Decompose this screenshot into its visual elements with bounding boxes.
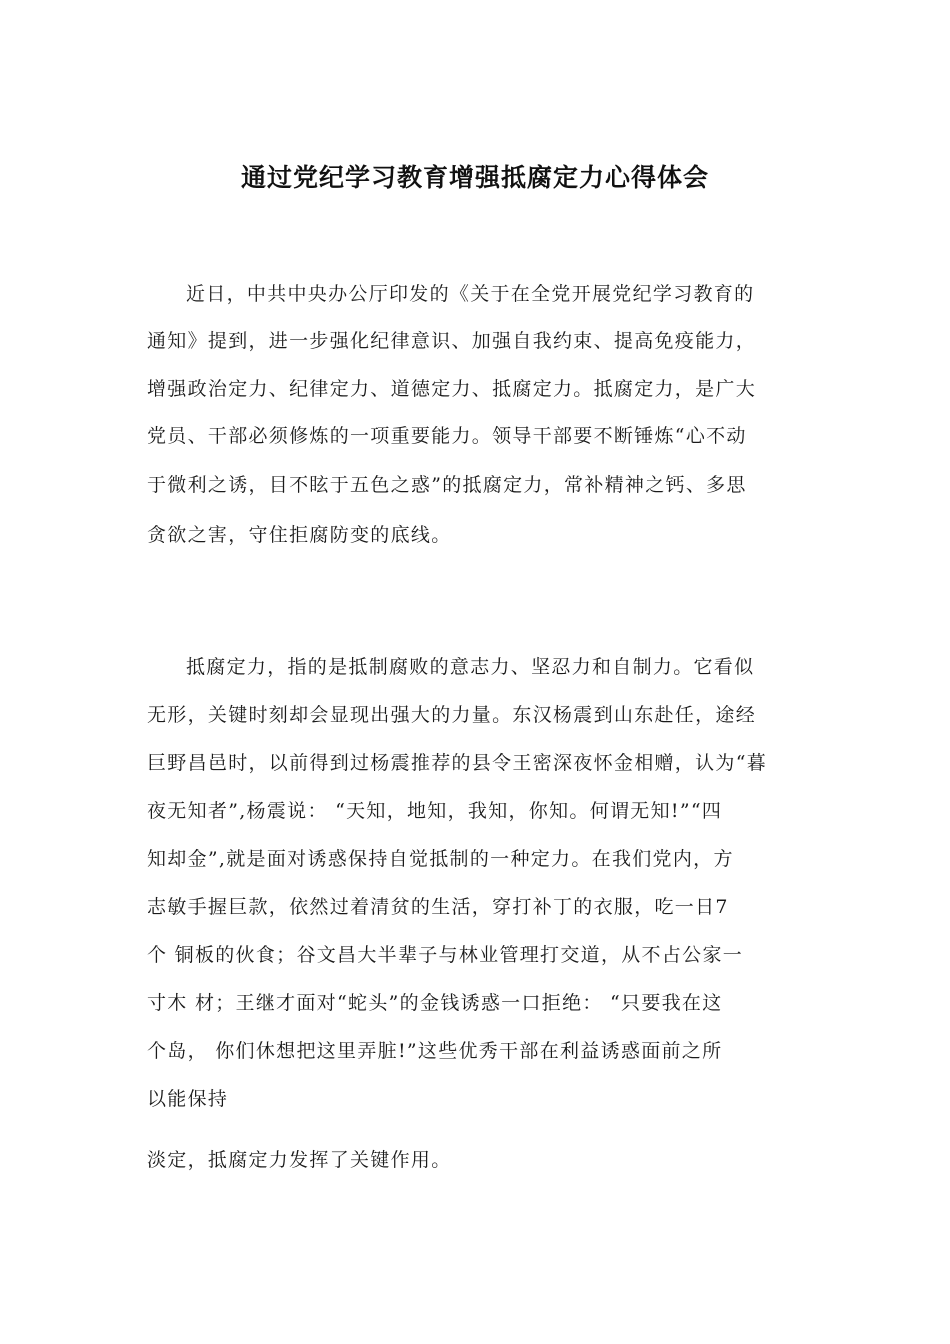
paragraph-2-line: 以能保持 bbox=[147, 1088, 229, 1110]
paragraph-2-line: 知却金”,就是面对诱惑保持自觉抵制的一种定力。在我们党内，方 bbox=[147, 848, 734, 870]
paragraph-1-line: 增强政治定力、纪律定力、道德定力、抵腐定力。抵腐定力，是广大 bbox=[147, 378, 757, 400]
paragraph-2-line: 寸木 材；王继才面对“蛇头”的金钱诱惑一口拒绝： “只要我在这 bbox=[147, 992, 723, 1014]
paragraph-2-line: 夜无知者”,杨震说： “天知，地知，我知，你知。何谓无知!”“四 bbox=[147, 800, 723, 822]
paragraph-2-line: 志敏手握巨款，依然过着清贫的生活，穿打补丁的衣服，吃一日7 bbox=[147, 896, 729, 918]
document-title: 通过党纪学习教育增强抵腐定力心得体会 bbox=[240, 163, 709, 192]
paragraph-2-line: 抵腐定力，指的是抵制腐败的意志力、坚忍力和自制力。它看似 bbox=[186, 656, 755, 678]
paragraph-1-line: 近日，中共中央办公厅印发的《关于在全党开展党纪学习教育的 bbox=[186, 283, 755, 305]
paragraph-1-line: 贪欲之害，守住拒腐防变的底线。 bbox=[147, 524, 452, 546]
paragraph-1-line: 党员、干部必须修炼的一项重要能力。领导干部要不断锤炼“心不动 bbox=[147, 425, 747, 447]
paragraph-2-line: 个岛， 你们休想把这里弄脏!”这些优秀干部在利益诱惑面前之所 bbox=[147, 1040, 723, 1062]
paragraph-2-line: 个 铜板的伙食；谷文昌大半辈子与林业管理打交道，从不占公家一 bbox=[147, 944, 744, 966]
paragraph-2-line: 无形，关键时刻却会显现出强大的力量。东汉杨震到山东赴任，途经 bbox=[147, 704, 757, 726]
paragraph-2-line: 淡定，抵腐定力发挥了关键作用。 bbox=[147, 1149, 452, 1171]
paragraph-1-line: 通知》提到，进一步强化纪律意识、加强自我约束、提高免疫能力， bbox=[147, 330, 757, 352]
paragraph-2-line: 巨野昌邑时，以前得到过杨震推荐的县令王密深夜怀金相赠，认为“暮 bbox=[147, 752, 768, 774]
paragraph-1-line: 于微利之诱，目不眩于五色之惑”的抵腐定力，常补精神之钙、多思 bbox=[147, 474, 747, 496]
